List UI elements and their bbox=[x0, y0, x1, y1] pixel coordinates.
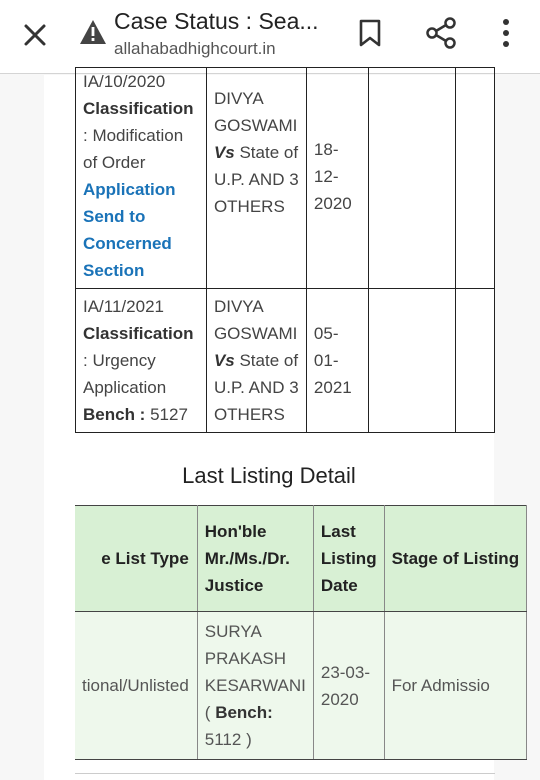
empty-cell bbox=[456, 68, 495, 289]
party-2: State of U.P. AND 3 OTHERS bbox=[213, 351, 299, 424]
section-title: Last Listing Detail bbox=[182, 463, 356, 488]
warning-icon[interactable] bbox=[78, 18, 108, 46]
empty-cell bbox=[456, 289, 495, 433]
cell-date: 23-03-2020 bbox=[313, 612, 384, 760]
header-stage: Stage of Listing bbox=[384, 506, 527, 612]
classification-label: Classification bbox=[83, 324, 194, 343]
divider bbox=[75, 773, 495, 774]
justice-name: SURYA PRAKASH KESARWANI bbox=[204, 622, 306, 695]
page-content bbox=[44, 72, 520, 780]
classification-label: Classification bbox=[83, 99, 194, 118]
table-header-row bbox=[75, 506, 527, 612]
vs-label: Vs bbox=[213, 351, 235, 370]
header-list-type: e List Type bbox=[75, 506, 197, 612]
ia-details-cell bbox=[76, 289, 207, 433]
browser-toolbar bbox=[0, 0, 540, 74]
header-date: Last Listing Date bbox=[313, 506, 384, 612]
action-link[interactable]: Application Send to Concerned Section bbox=[83, 180, 176, 280]
bench-label: Bench: bbox=[215, 703, 273, 722]
page-title: Case Status : Sea... bbox=[114, 8, 319, 34]
bench-value: 5112 bbox=[204, 730, 242, 749]
cell-justice bbox=[197, 612, 313, 760]
share-icon[interactable] bbox=[424, 16, 458, 50]
close-icon[interactable] bbox=[20, 20, 50, 50]
classification-value: : Urgency Application bbox=[83, 351, 167, 397]
bench-value: 5127 bbox=[150, 405, 188, 424]
bench-close: ) bbox=[246, 730, 252, 749]
classification-value: : Modification of Order bbox=[83, 126, 184, 172]
page-url[interactable]: allahabadhighcourt.in bbox=[114, 39, 276, 58]
party-1: DIVYA GOSWAMI bbox=[213, 297, 298, 343]
party-2: State of U.P. AND 3 OTHERS bbox=[213, 143, 299, 216]
cell-list-type: tional/Unlisted bbox=[75, 612, 197, 760]
ia-number: IA/11/2021 bbox=[83, 297, 164, 316]
cell-stage: For Admissio bbox=[384, 612, 527, 760]
date-cell: 18-12-2020 bbox=[306, 68, 368, 289]
date-cell: 05-01-2021 bbox=[306, 289, 368, 433]
ia-table bbox=[75, 67, 495, 433]
party-cell bbox=[206, 289, 306, 433]
empty-cell bbox=[368, 68, 455, 289]
header-justice: Hon'ble Mr./Ms./Dr. Justice bbox=[197, 506, 313, 612]
last-listing-table bbox=[75, 505, 527, 760]
vs-label: Vs bbox=[213, 143, 235, 162]
table-row bbox=[76, 68, 495, 289]
party-cell bbox=[206, 68, 306, 289]
party-1: DIVYA GOSWAMI bbox=[213, 89, 298, 135]
table-row bbox=[76, 289, 495, 433]
bench-label: Bench : bbox=[83, 405, 146, 424]
table-row bbox=[75, 612, 527, 760]
ia-number: IA/10/2020 bbox=[83, 72, 166, 91]
bench-open: ( bbox=[204, 703, 211, 722]
ia-details-cell bbox=[76, 68, 207, 289]
bookmark-icon[interactable] bbox=[357, 18, 383, 48]
empty-cell bbox=[368, 289, 455, 433]
more-icon[interactable] bbox=[496, 16, 516, 50]
